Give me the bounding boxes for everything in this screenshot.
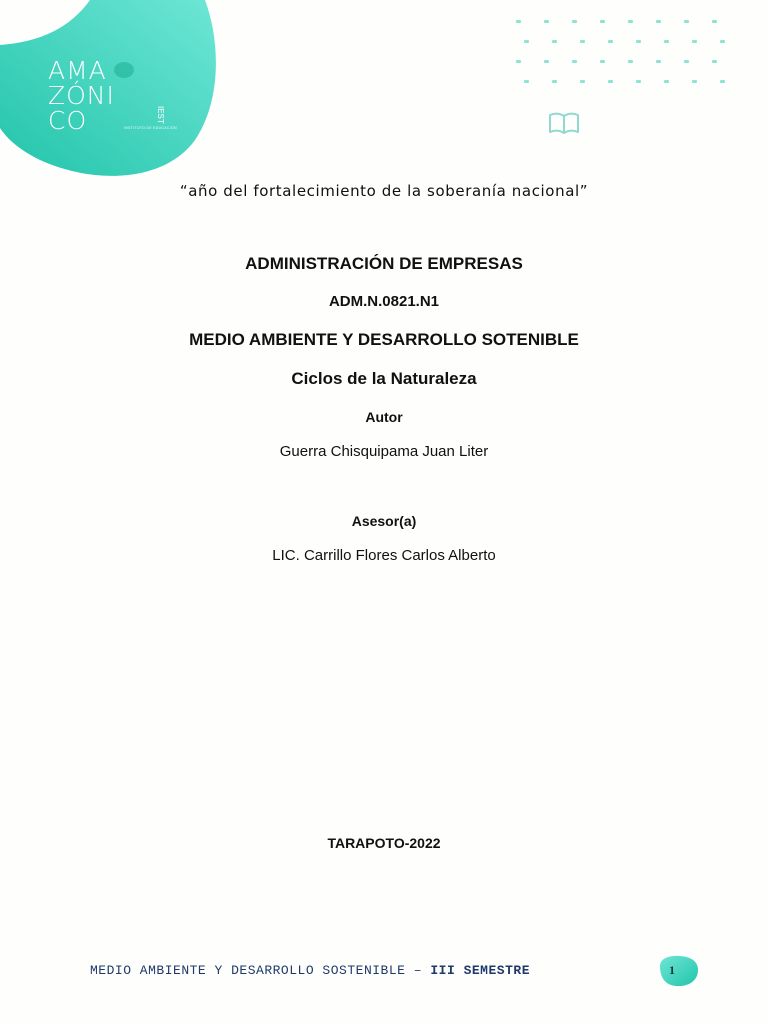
dot xyxy=(656,20,661,23)
dot xyxy=(516,20,521,23)
logo-line-3: CO xyxy=(48,106,88,135)
dot xyxy=(524,40,529,43)
dot xyxy=(600,60,605,63)
dot xyxy=(664,40,669,43)
dot xyxy=(544,60,549,63)
footer-text xyxy=(90,963,530,978)
dot xyxy=(628,60,633,63)
course-title: MEDIO AMBIENTE Y DESARROLLO SOTENIBLE xyxy=(189,330,579,349)
motto: “año del fortalecimiento de la soberanía nacional” xyxy=(179,182,589,200)
dot xyxy=(552,40,557,43)
dot xyxy=(600,20,605,23)
logo-line-2: ZÓNI xyxy=(48,81,115,110)
book-icon xyxy=(548,112,580,136)
dot xyxy=(552,80,557,83)
logo-wordmark xyxy=(48,58,115,133)
dot xyxy=(636,40,641,43)
dot xyxy=(524,80,529,83)
footer-semester: III SEMESTRE xyxy=(430,963,530,978)
dot xyxy=(636,80,641,83)
advisor-name: LIC. Carrillo Flores Carlos Alberto xyxy=(272,547,496,564)
author-label: Autor xyxy=(365,409,403,425)
career-title: ADMINISTRACIÓN DE EMPRESAS xyxy=(245,254,523,273)
dot xyxy=(628,20,633,23)
dot xyxy=(608,80,613,83)
course-code: ADM.N.0821.N1 xyxy=(328,293,440,310)
dot xyxy=(720,80,725,83)
dot xyxy=(712,20,717,23)
dot xyxy=(684,60,689,63)
dot xyxy=(572,20,577,23)
dot xyxy=(572,60,577,63)
dot xyxy=(516,60,521,63)
logo-line-1: AMA xyxy=(48,56,107,85)
dot-pattern-icon xyxy=(510,14,740,94)
topic-title: Ciclos de la Naturaleza xyxy=(291,369,477,388)
dot xyxy=(684,20,689,23)
logo-tagline: INSTITUTO DE EDUCACIÓN xyxy=(124,126,177,130)
dot xyxy=(580,40,585,43)
dot xyxy=(544,20,549,23)
page-number: 1 xyxy=(669,963,675,977)
footer-course: MEDIO AMBIENTE Y DESARROLLO SOSTENIBLE – xyxy=(90,963,423,978)
advisor-label: Asesor(a) xyxy=(351,513,417,529)
dot xyxy=(692,40,697,43)
author-name: Guerra Chisquipama Juan Liter xyxy=(279,443,489,460)
dot xyxy=(656,60,661,63)
dot xyxy=(580,80,585,83)
dot xyxy=(720,40,725,43)
dot xyxy=(608,40,613,43)
place-year: TARAPOTO-2022 xyxy=(327,835,441,851)
dot xyxy=(692,80,697,83)
dot xyxy=(712,60,717,63)
logo-suffix: IEST xyxy=(156,106,165,124)
dot xyxy=(664,80,669,83)
